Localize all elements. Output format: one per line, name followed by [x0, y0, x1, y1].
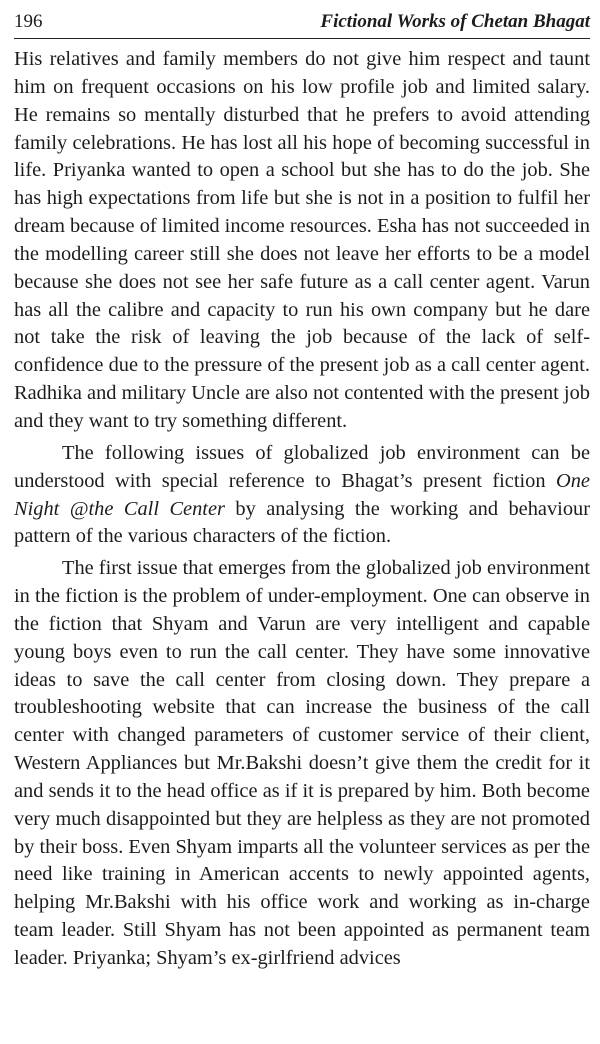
paragraph-issues-intro — [14, 440, 590, 551]
paragraph-continuation: His relatives and family members do not give him respect and taunt him on frequent occasions on his low profile job and limited salary. He remains so mentally disturbed that he prefers to avoid attending family celebrations. He has lost all his hope of becoming successful in life. Priyanka wanted to open a school but she has to do the job. She has high expectations from life but she is not in a position to fulfil her dream because of limited income resources. Esha has not succeeded in the modelling career still she does not leave her efforts to be a model because she does not see her safe future as a call center agent. Varun has all the calibre and capacity to run his own company but he dare not take the risk of leaving the job because of the lack of self-confidence due to the pressure of the present job as a call center agent. Radhika and military Uncle are also not contented with the present job and they want to try something different. — [14, 48, 590, 432]
paragraph-text: The following issues of globalized job environment can be understood with special reference to Bhagat’s present fiction — [14, 441, 590, 492]
running-head-title: Fictional Works of Chetan Bhagat — [320, 11, 590, 32]
body-text — [14, 44, 590, 977]
book-title-italic: One Night @the Call Center — [14, 469, 590, 520]
paragraph-first-issue: The first issue that emerges from the globalized job environment in the fiction is the problem of under-employment. One can observe in the fiction that Shyam and Varun are very intelligent and capable young boys even to run the call center. They have some innovative ideas to save the call center from closing down. They prepare a troubleshooting website that can increase the business of the call center with changed parameters of customer service of their client, Western Appliances but Mr.Bakshi doesn’t give them the credit for it and sends it to the head office as if it is prepared by him. Both become very much disappointed but they are helpless as they are not promoted by their boss. Even Shyam imparts all the volunteer services as per the need like training in American accents to newly appointed agents, helping Mr.Bakshi with his office work and working as in-charge team leader. Still Shyam has not been appointed as permanent team leader. Priyanka; Shyam’s ex-girlfriend advices — [14, 557, 590, 969]
paragraph-text: by analysing the working and behaviour pattern of the various characters of the fiction. — [14, 497, 591, 548]
page-number: 196 — [14, 11, 43, 32]
running-head — [14, 6, 590, 39]
